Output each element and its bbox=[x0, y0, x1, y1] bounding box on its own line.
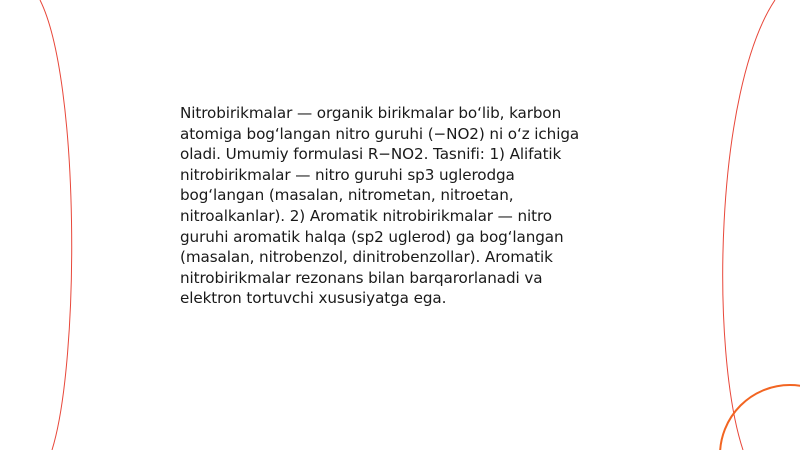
left-curved-line bbox=[40, 0, 72, 450]
right-curved-line bbox=[723, 0, 775, 450]
accent-circle bbox=[720, 385, 800, 450]
body-text: Nitrobirikmalar — organik birikmalar bo‘lib, karbon atomiga bog‘langan nitro guruhi (−NO2) ni o‘z ichiga oladi. Umumiy formulasi R−NO2. Tasnifi: 1) Alifatik nitrobirikmalar — nitro guruhi sp3 uglerodga bog‘langan (masalan, nitrometan, nitroetan, nitroalkanlar). 2) Aromatik nitrobirikmalar — nitro guruhi aromatik halqa (sp2 uglerod) ga bog‘langan (masalan, nitrobenzol, dinitrobenzollar). Aromatik nitrobirikmalar rezonans bilan barqarorlanadi va elektron tortuvchi xususiyatga ega. bbox=[180, 104, 580, 308]
